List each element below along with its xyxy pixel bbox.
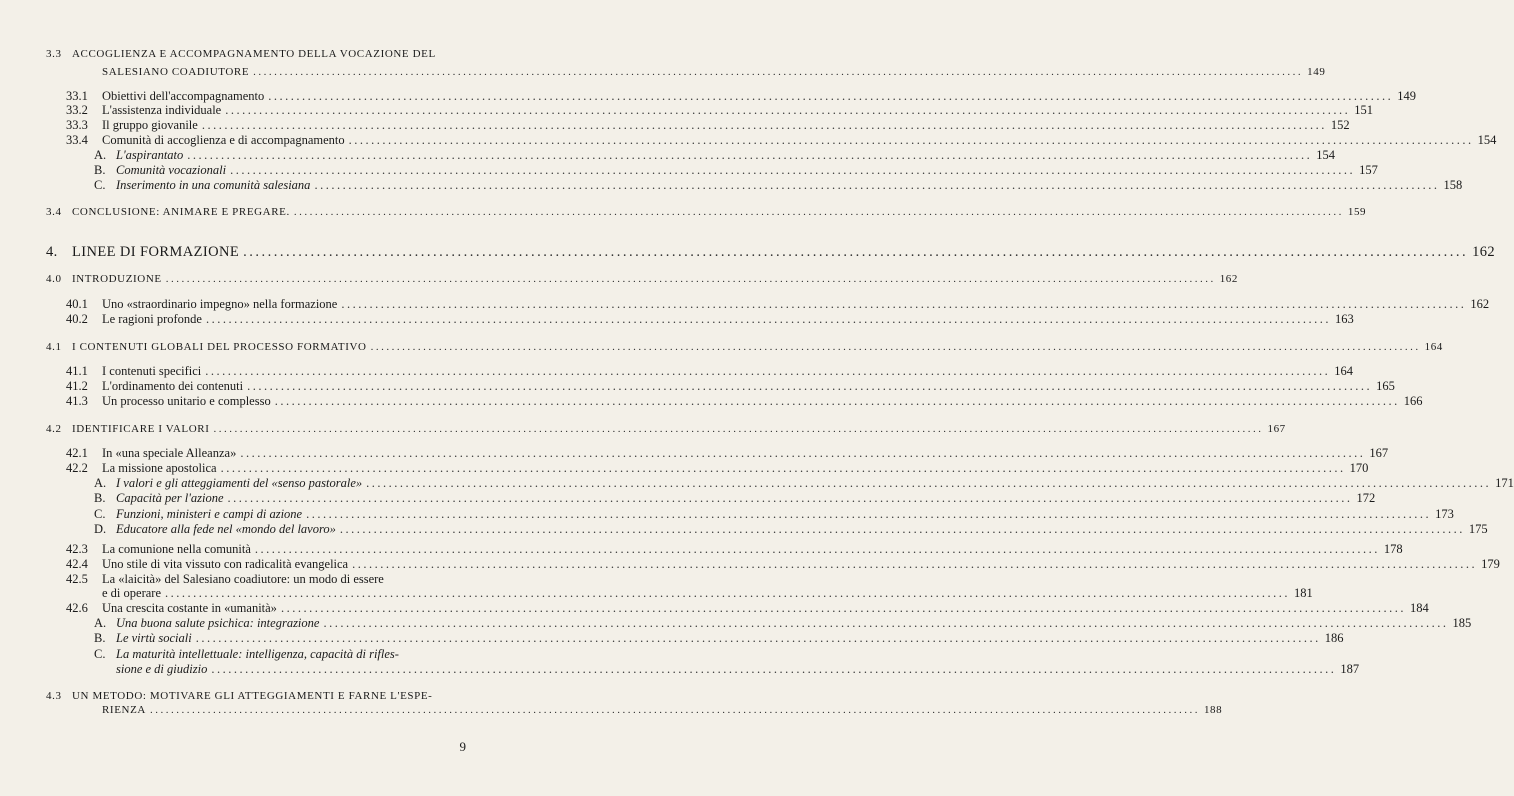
- dot-leader: ........................................................................................................................................................................................................: [225, 103, 1351, 117]
- entry-page-number: 167: [1369, 446, 1389, 460]
- entry-page-number: 162: [1472, 244, 1496, 260]
- entry-page-number: 188: [1203, 704, 1223, 716]
- entry-page-number: 159: [1347, 206, 1367, 218]
- toc-entry: [46, 339, 1443, 355]
- entry-page-number: 184: [1409, 601, 1429, 615]
- toc-entry: [94, 475, 1514, 491]
- toc-entry: [46, 271, 1238, 287]
- entry-number: 42.3: [66, 542, 88, 556]
- entry-title: I contenuti specifici: [102, 364, 202, 378]
- page-number: 9: [459, 739, 466, 754]
- entry-title: ACCOGLIENZA E ACCOMPAGNAMENTO DELLA VOCAZIONE DEL: [72, 48, 436, 60]
- entry-page-number: 162: [1470, 297, 1490, 311]
- toc-entry: [66, 600, 1429, 616]
- dot-leader: ........................................................................................................................................................................................................: [293, 206, 1344, 218]
- dot-leader: ........................................................................................................................................................................................................: [205, 364, 1331, 378]
- dot-leader: ........................................................................................................................................................................................................: [323, 616, 1449, 630]
- toc-entry: [94, 630, 1344, 646]
- entry-number: A.: [94, 616, 107, 630]
- toc-entry: [66, 445, 1389, 461]
- entry-number: 41.1: [66, 364, 88, 378]
- entry-title: Una buona salute psichica: integrazione: [116, 616, 320, 630]
- toc-entry: [46, 46, 470, 62]
- entry-title: Educatore alla fede nel «mondo del lavoro»: [116, 522, 336, 536]
- entry-number: 42.5: [66, 572, 88, 586]
- dot-leader: ........................................................................................................................................................................................................: [348, 133, 1474, 147]
- entry-title: Il gruppo giovanile: [102, 118, 198, 132]
- dot-leader: ........................................................................................................................................................................................................: [213, 423, 1264, 435]
- entry-title: L'ordinamento dei contenuti: [102, 379, 244, 393]
- dot-leader: ........................................................................................................................................................................................................: [220, 461, 1346, 475]
- dot-leader: ........................................................................................................................................................................................................: [339, 522, 1465, 536]
- toc-entry: [66, 585, 1313, 601]
- entry-number: D.: [94, 522, 107, 536]
- entry-title: L'aspirantato: [116, 148, 184, 162]
- entry-page-number: 179: [1481, 557, 1500, 571]
- toc-entry: [94, 490, 1376, 506]
- dot-leader: ........................................................................................................................................................................................................: [306, 507, 1432, 521]
- dot-leader: ........................................................................................................................................................................................................: [370, 341, 1421, 353]
- entry-title: Funzioni, ministeri e campi di azione: [116, 507, 303, 521]
- entry-page-number: 164: [1424, 341, 1443, 353]
- entry-title: SALESIANO COADIUTORE: [102, 66, 250, 78]
- toc-entry: [66, 393, 1423, 409]
- entry-title: Le ragioni profonde: [102, 312, 202, 326]
- toc-entry: [66, 460, 1369, 476]
- entry-page-number: 164: [1334, 364, 1354, 378]
- entry-title: I valori e gli atteggiamenti del «senso pastorale»: [116, 476, 363, 490]
- entry-number: A.: [94, 476, 107, 490]
- entry-page-number: 149: [1307, 66, 1326, 78]
- entry-title: Inserimento in una comunità salesiana: [116, 178, 311, 192]
- entry-number: 41.2: [66, 379, 88, 393]
- entry-number: 4.3: [46, 690, 62, 702]
- entry-page-number: 170: [1349, 461, 1369, 475]
- entry-number: 42.1: [66, 446, 88, 460]
- dot-leader: ........................................................................................................................................................................................................: [254, 542, 1380, 556]
- entry-page-number: 166: [1403, 394, 1423, 408]
- toc-entry: [46, 244, 1496, 260]
- entry-title: La «laicità» del Salesiano coadiutore: un modo di essere: [102, 572, 384, 586]
- dot-leader: ........................................................................................................................................................................................................: [352, 557, 1478, 571]
- entry-title: sione e di giudizio: [116, 662, 208, 676]
- entry-title: Una crescita costante in «umanità»: [102, 601, 277, 615]
- entry-title: La missione apostolica: [102, 461, 217, 475]
- entry-title: L'assistenza individuale: [102, 103, 222, 117]
- entry-number: 40.1: [66, 297, 88, 311]
- entry-title: Uno «straordinario impegno» nella formazione: [102, 297, 338, 311]
- entry-title: Le virtù sociali: [116, 631, 192, 645]
- entry-number: 33.3: [66, 118, 88, 132]
- dot-leader: ........................................................................................................................................................................................................: [366, 476, 1492, 490]
- dot-leader: ........................................................................................................................................................................................................: [149, 704, 1200, 716]
- toc-entry: [94, 521, 1488, 537]
- entry-title: I CONTENUTI GLOBALI DEL PROCESSO FORMATIVO: [72, 341, 367, 353]
- dot-leader: ........................................................................................................................................................................................................: [247, 379, 1373, 393]
- entry-number: 33.4: [66, 133, 88, 147]
- toc-entry: [66, 702, 1223, 718]
- toc-entry: [66, 311, 1354, 327]
- dot-leader: ........................................................................................................................................................................................................: [230, 163, 1356, 177]
- dot-leader: ........................................................................................................................................................................................................: [205, 312, 1331, 326]
- dot-leader: ........................................................................................................................................................................................................: [253, 66, 1304, 78]
- entry-page-number: 154: [1477, 133, 1497, 147]
- dot-leader: ........................................................................................................................................................................................................: [341, 297, 1467, 311]
- entry-number: B.: [94, 163, 106, 177]
- entry-title: CONCLUSIONE: ANIMARE E PREGARE.: [72, 206, 290, 218]
- entry-title: Comunità vocazionali: [116, 163, 227, 177]
- dot-leader: ........................................................................................................................................................................................................: [187, 148, 1313, 162]
- toc-entry: [66, 296, 1490, 312]
- entry-number: 3.4: [46, 206, 62, 218]
- entry-number: B.: [94, 491, 106, 505]
- entry-number: 4.1: [46, 341, 62, 353]
- entry-page-number: 157: [1359, 163, 1378, 177]
- entry-number: C.: [94, 507, 106, 521]
- entry-title: Capacità per l'azione: [116, 491, 224, 505]
- entry-number: 4.0: [46, 273, 62, 285]
- entry-page-number: 172: [1356, 491, 1376, 505]
- entry-title: In «una speciale Alleanza»: [102, 446, 237, 460]
- entry-page-number: 167: [1267, 423, 1286, 435]
- entry-title: Comunità di accoglienza e di accompagnamento: [102, 133, 345, 147]
- toc-entry: [66, 378, 1395, 394]
- entry-number: 4.2: [46, 423, 62, 435]
- entry-title: e di operare: [102, 586, 161, 600]
- entry-page-number: 162: [1219, 273, 1238, 285]
- entry-title: LINEE DI FORMAZIONE: [72, 244, 240, 260]
- toc-entry: [94, 661, 1360, 677]
- entry-page-number: 175: [1468, 522, 1488, 536]
- entry-title: IDENTIFICARE I VALORI: [72, 423, 210, 435]
- toc-entry: [94, 506, 1454, 522]
- entry-title: Uno stile di vita vissuto con radicalità evangelica: [102, 557, 349, 571]
- dot-leader: ........................................................................................................................................................................................................: [243, 244, 1469, 260]
- toc-entry: [66, 556, 1500, 572]
- toc-entry: [66, 363, 1354, 379]
- entry-number: 33.1: [66, 89, 88, 103]
- entry-number: 40.2: [66, 312, 88, 326]
- entry-page-number: 186: [1324, 631, 1344, 645]
- entry-title: UN METODO: MOTIVARE GLI ATTEGGIAMENTI E FARNE L'ESPE-: [72, 690, 433, 702]
- toc-entry: [66, 132, 1497, 148]
- dot-leader: ........................................................................................................................................................................................................: [211, 662, 1337, 676]
- entry-page-number: 149: [1397, 89, 1417, 103]
- dot-leader: ........................................................................................................................................................................................................: [274, 394, 1400, 408]
- entry-number: C.: [94, 647, 106, 661]
- dot-leader: ........................................................................................................................................................................................................: [314, 178, 1440, 192]
- entry-number: 3.3: [46, 48, 62, 60]
- entry-title: La maturità intellettuale: intelligenza, capacità di rifles-: [116, 647, 399, 661]
- toc-entry: [46, 204, 1367, 220]
- dot-leader: ........................................................................................................................................................................................................: [165, 273, 1216, 285]
- entry-number: 41.3: [66, 394, 88, 408]
- entry-page-number: 178: [1383, 542, 1403, 556]
- dot-leader: ........................................................................................................................................................................................................: [195, 631, 1321, 645]
- entry-title: La comunione nella comunità: [102, 542, 251, 556]
- entry-number: 33.2: [66, 103, 88, 117]
- entry-number: 4.: [46, 244, 58, 260]
- entry-page-number: 151: [1354, 103, 1373, 117]
- entry-number: 42.4: [66, 557, 88, 571]
- entry-number: 42.6: [66, 601, 88, 615]
- entry-page-number: 173: [1435, 507, 1454, 521]
- entry-page-number: 181: [1294, 586, 1313, 600]
- entry-page-number: 158: [1443, 178, 1463, 192]
- dot-leader: ........................................................................................................................................................................................................: [165, 586, 1290, 600]
- entry-page-number: 152: [1330, 118, 1350, 132]
- toc-entry: [66, 102, 1373, 118]
- toc-entry: [94, 162, 1378, 178]
- toc-entry: [66, 541, 1403, 557]
- entry-number: C.: [94, 178, 106, 192]
- toc-entry: [94, 177, 1463, 193]
- entry-title: INTRODUZIONE: [72, 273, 162, 285]
- entry-page-number: 154: [1316, 148, 1336, 162]
- entry-number: B.: [94, 631, 106, 645]
- entry-page-number: 187: [1340, 662, 1360, 676]
- toc-entry: [94, 646, 470, 662]
- toc-entry: [46, 421, 1286, 437]
- entry-number: 42.2: [66, 461, 88, 475]
- entry-title: Un processo unitario e complesso: [102, 394, 271, 408]
- entry-title: RIENZA: [102, 704, 146, 716]
- dot-leader: ........................................................................................................................................................................................................: [268, 89, 1394, 103]
- entry-page-number: 185: [1452, 616, 1472, 630]
- entry-title: Obiettivi dell'accompagnamento: [102, 89, 265, 103]
- entry-page-number: 165: [1376, 379, 1395, 393]
- dot-leader: ........................................................................................................................................................................................................: [240, 446, 1366, 460]
- dot-leader: ........................................................................................................................................................................................................: [227, 491, 1353, 505]
- toc-entry: [94, 615, 1472, 631]
- dot-leader: ........................................................................................................................................................................................................: [280, 601, 1406, 615]
- entry-page-number: 171: [1495, 476, 1514, 490]
- entry-page-number: 163: [1334, 312, 1354, 326]
- entry-number: A.: [94, 148, 107, 162]
- toc-entry: [66, 64, 1326, 80]
- dot-leader: ........................................................................................................................................................................................................: [201, 118, 1327, 132]
- toc-entry: [94, 147, 1336, 163]
- toc-entry: [66, 117, 1350, 133]
